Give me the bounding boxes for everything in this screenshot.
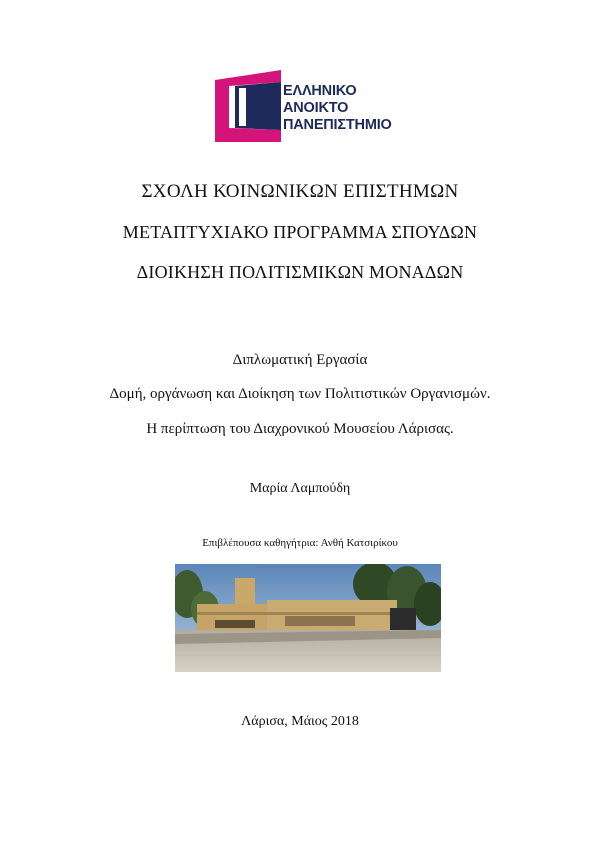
author-name: Μαρία Λαμπούδη xyxy=(249,481,351,496)
logo-text-line-3: ΠΑΝΕΠΙΣΤΗΜΙΟ xyxy=(283,117,392,133)
university-logo-mark-icon xyxy=(215,70,281,142)
logo-text-line-1: ΕΛΛΗΝΙΚΟ xyxy=(283,83,357,99)
thesis-title-line-1: Δομή, οργάνωση και Διοίκηση των Πολιτιστικών Οργανισμών. xyxy=(109,386,491,402)
program-heading: ΜΕΤΑΠΤΥΧΙΑΚΟ ΠΡΟΓΡΑΜΜΑ ΣΠΟΥΔΩΝ xyxy=(122,222,478,242)
logo-text-line-2: ΑΝΟΙΚΤΟ xyxy=(283,100,349,116)
thesis-title-line-2: Η περίπτωση του Διαχρονικού Μουσείου Λάρισας. xyxy=(146,421,454,437)
supervisor-line: Επιβλέπουσα καθηγήτρια: Ανθή Κατσιρίκου xyxy=(202,537,398,549)
museum-building-image xyxy=(175,564,441,672)
university-logo-text xyxy=(283,83,392,134)
thesis-type: Διπλωματική Εργασία xyxy=(232,352,368,368)
department-heading: ΔΙΟΙΚΗΣΗ ΠΟΛΙΤΙΣΜΙΚΩΝ ΜΟΝΑΔΩΝ xyxy=(136,262,464,282)
museum-photo xyxy=(175,564,441,672)
university-logo xyxy=(215,70,405,142)
place-and-date: Λάρισα, Μάιος 2018 xyxy=(241,714,359,729)
school-heading: ΣΧΟΛΗ ΚΟΙΝΩΝΙΚΩΝ ΕΠΙΣΤΗΜΩΝ xyxy=(141,181,459,202)
